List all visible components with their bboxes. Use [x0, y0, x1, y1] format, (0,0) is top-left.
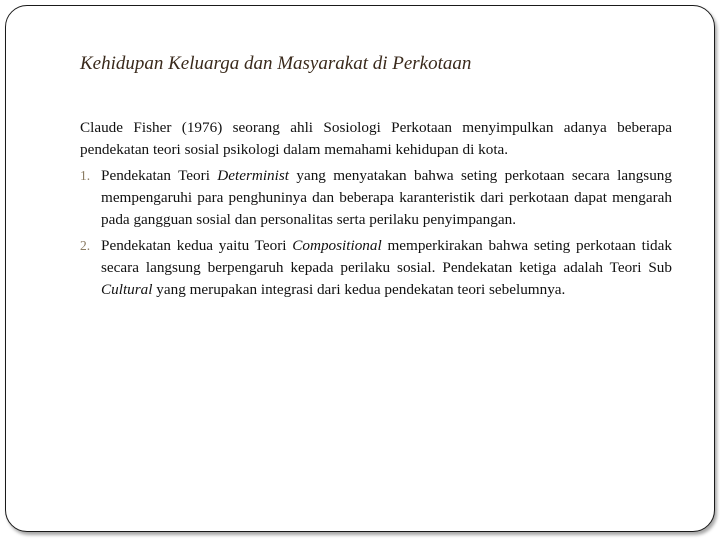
item-term: Determinist	[217, 167, 289, 184]
list-item	[80, 235, 672, 301]
item-text-post-2: yang merupakan integrasi dari kedua pendekatan teori sebelumnya.	[152, 281, 566, 298]
item-text-pre: Pendekatan Teori	[101, 167, 218, 184]
item-term: Compositional	[292, 237, 382, 254]
slide-title: Kehidupan Keluarga dan Masyarakat di Perkotaan	[80, 53, 472, 74]
list-item	[80, 165, 672, 231]
slide-body	[80, 117, 672, 305]
list-number: 2.	[80, 238, 91, 253]
list-number: 1.	[80, 168, 91, 183]
item-text-pre: Pendekatan kedua yaitu Teori	[101, 237, 293, 254]
approach-list	[80, 165, 672, 301]
item-term-2: Cultural	[101, 281, 153, 298]
intro-paragraph: Claude Fisher (1976) seorang ahli Sosiologi Perkotaan menyimpulkan adanya beberapa pendekatan teori sosial psikologi dalam memahami kehidupan di kota.	[80, 119, 672, 158]
item-text-post: memperkirakan bahwa seting perkotaan tidak secara langsung berpengaruh kepada perilaku sosial. Pendekatan ketiga adalah Teori Sub	[101, 237, 672, 276]
item-text-post: yang menyatakan bahwa seting perkotaan secara langsung mempengaruhi para penghuninya dan beberapa karanteristik dari perkotaan dapat mengarah pada gangguan sosial dan personalitas serta perilaku penyimpangan.	[101, 167, 672, 228]
